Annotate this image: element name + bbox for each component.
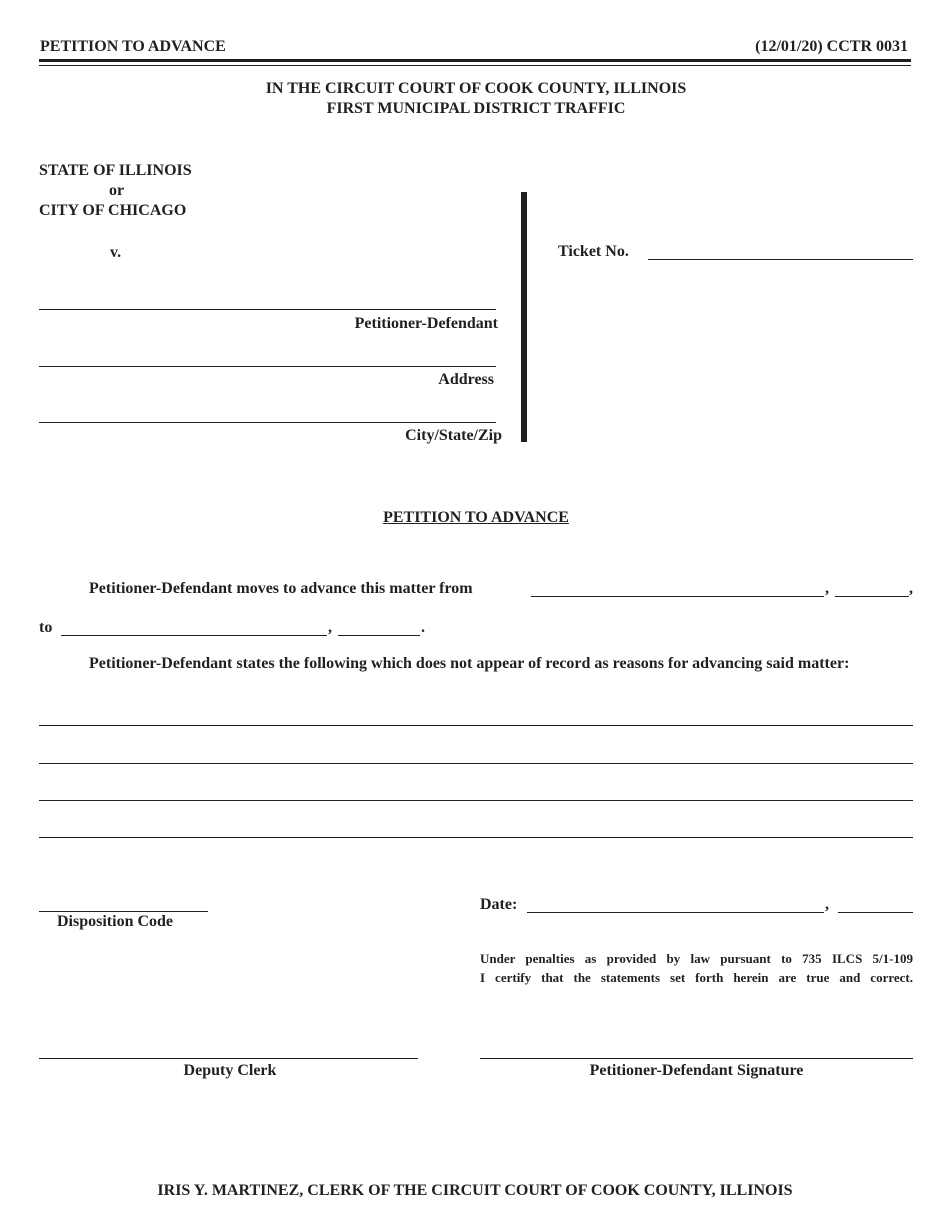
from-year-field[interactable] (835, 596, 909, 597)
date-year-field[interactable] (838, 912, 913, 913)
to-text: to (39, 619, 53, 636)
clerk-footer: IRIS Y. MARTINEZ, CLERK OF THE CIRCUIT COURT OF COOK COUNTY, ILLINOIS (157, 1182, 793, 1199)
comma: , (825, 896, 829, 913)
period: . (421, 619, 425, 636)
address-label: Address (438, 371, 494, 388)
petitioner-label: Petitioner-Defendant (354, 315, 498, 332)
plaintiff-or: or (109, 182, 125, 199)
disposition-code-field[interactable] (39, 911, 208, 912)
disposition-label: Disposition Code (57, 913, 174, 930)
ticket-label: Ticket No. (558, 243, 629, 260)
reasons-intro: Petitioner-Defendant states the following which does not appear of record as reasons for advancing said matter: (89, 655, 850, 672)
petitioner-name-line[interactable] (39, 309, 496, 310)
city-state-zip-label: City/State/Zip (405, 427, 502, 444)
plaintiff-state: STATE OF ILLINOIS (39, 162, 192, 179)
date-field[interactable] (527, 912, 824, 913)
address-line[interactable] (39, 366, 496, 367)
petitioner-signature-line[interactable] (480, 1058, 913, 1059)
from-date-field[interactable] (531, 596, 824, 597)
deputy-clerk-signature-line[interactable] (39, 1058, 418, 1059)
reason-line[interactable] (39, 800, 913, 801)
court-district: FIRST MUNICIPAL DISTRICT TRAFFIC (326, 100, 626, 117)
comma: , (328, 619, 332, 636)
reason-line[interactable] (39, 725, 913, 726)
moves-text: Petitioner-Defendant moves to advance this matter from (89, 580, 473, 597)
to-date-field[interactable] (61, 635, 327, 636)
versus: v. (110, 244, 122, 261)
date-label: Date: (480, 896, 518, 913)
reason-line[interactable] (39, 763, 913, 764)
ticket-number-field[interactable] (648, 259, 913, 260)
comma: , (909, 580, 913, 597)
deputy-clerk-label: Deputy Clerk (183, 1062, 277, 1079)
plaintiff-city: CITY OF CHICAGO (39, 202, 187, 219)
reason-line[interactable] (39, 837, 913, 838)
court-name: IN THE CIRCUIT COURT OF COOK COUNTY, ILLINOIS (265, 80, 687, 97)
certification-line-2: I certify that the statements set forth herein are true and correct. (480, 970, 913, 985)
comma: , (825, 580, 829, 597)
form-title: PETITION TO ADVANCE (40, 38, 226, 55)
to-year-field[interactable] (338, 635, 420, 636)
city-state-zip-line[interactable] (39, 422, 496, 423)
caption-divider (521, 192, 527, 442)
form-code: (12/01/20) CCTR 0031 (755, 38, 908, 55)
petitioner-signature-label: Petitioner-Defendant Signature (589, 1062, 804, 1079)
petition-title: PETITION TO ADVANCE (383, 509, 569, 526)
certification-line-1: Under penalties as provided by law pursuant to 735 ILCS 5/1-109 (480, 951, 913, 966)
